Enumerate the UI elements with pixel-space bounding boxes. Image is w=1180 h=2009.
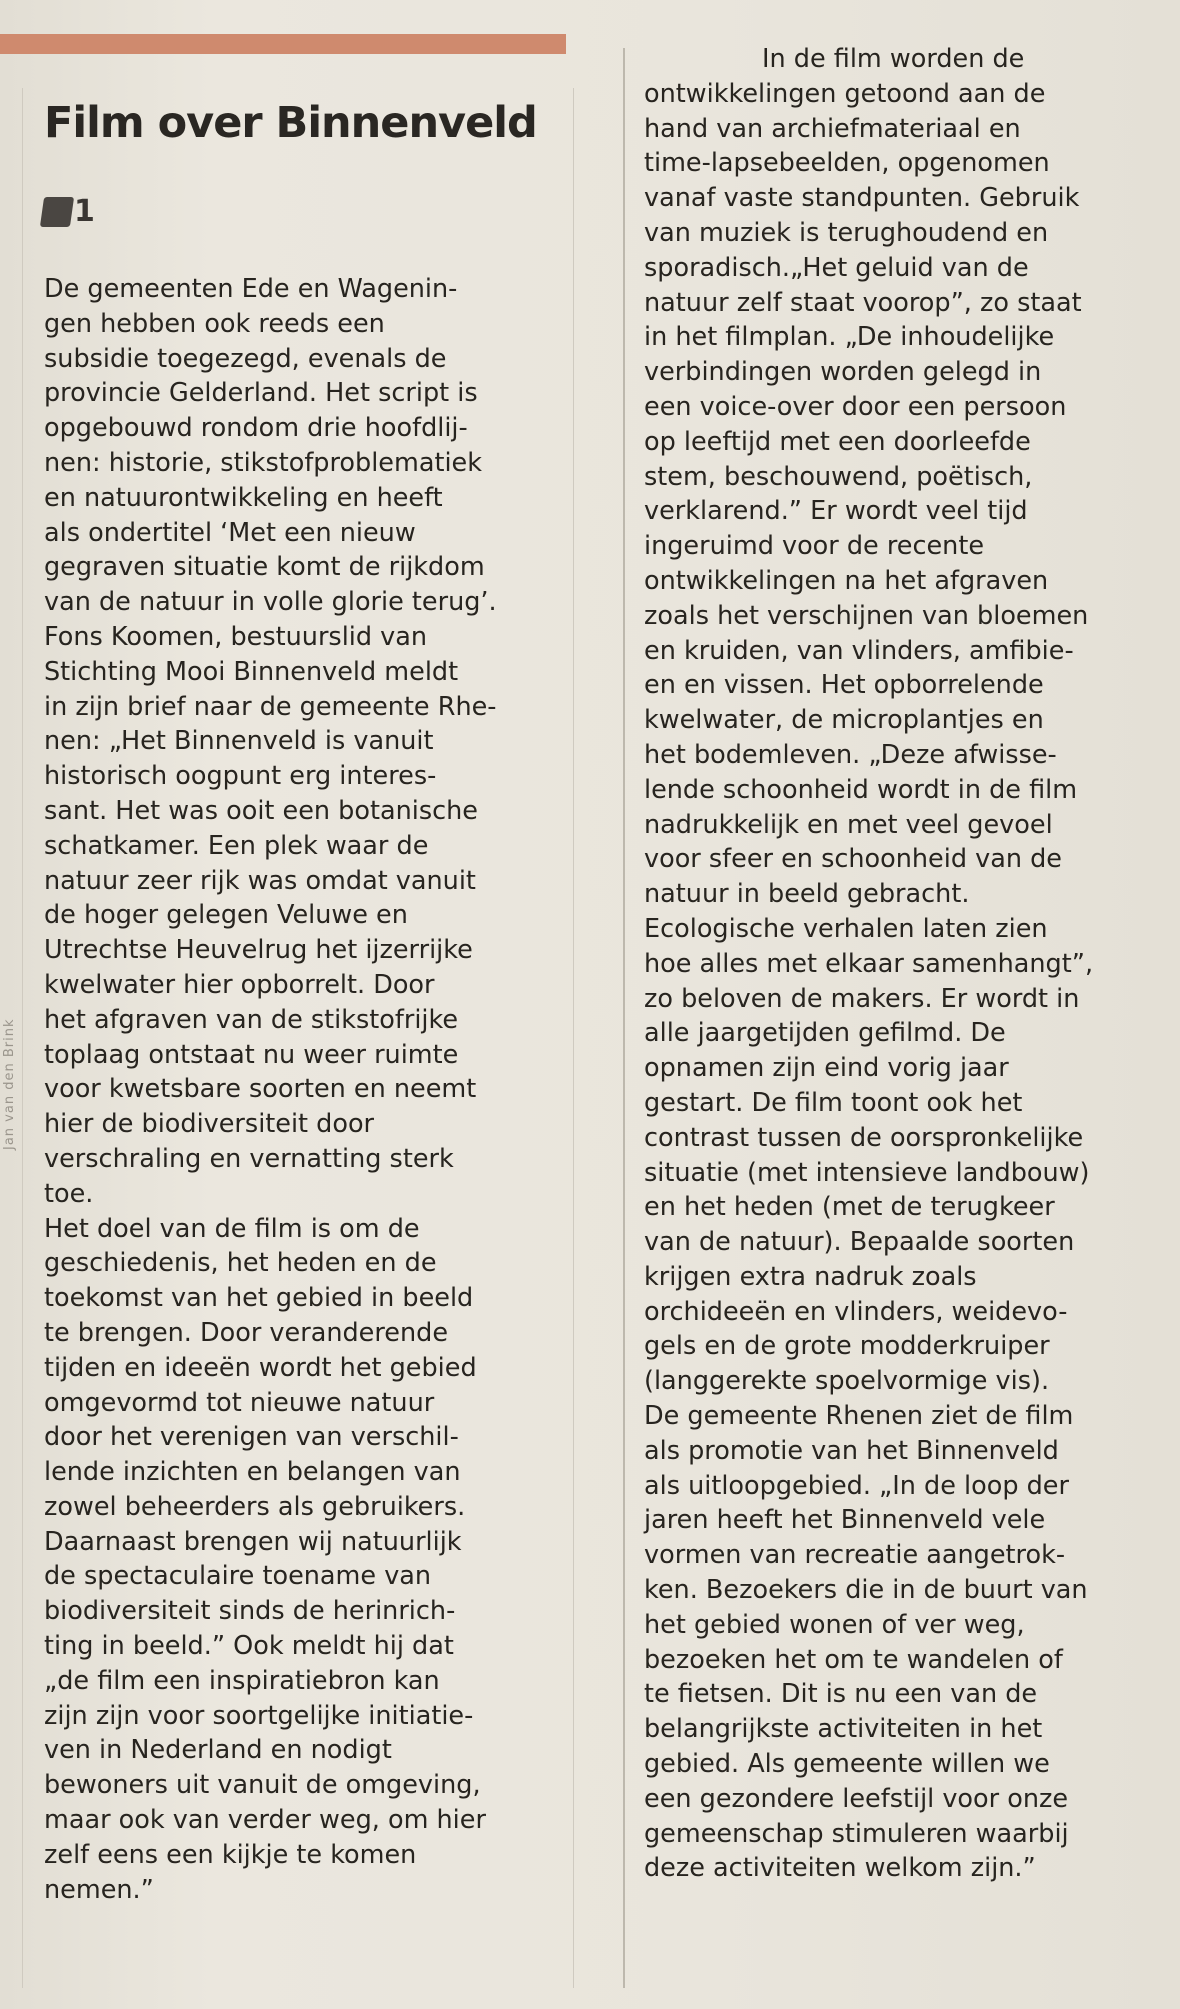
text-line: voor sfeer en schoonheid van de (644, 844, 1062, 875)
text-line: zo beloven de makers. Er wordt in (644, 983, 1080, 1014)
text-line: biodiversiteit sinds de herinrich- (44, 1596, 456, 1627)
text-line: het bodemleven. „Deze afwisse- (644, 739, 1057, 770)
text-line: „de film een inspiratiebron kan (44, 1665, 440, 1696)
text-line: geschiedenis, het heden en de (44, 1248, 437, 1279)
text-line: sant. Het was ooit een botanische (44, 795, 478, 826)
text-line: kwelwater, de microplantjes en (644, 705, 1044, 736)
text-line: situatie (met intensieve landbouw) (644, 1157, 1090, 1188)
text-line: als promotie van het Binnenveld (644, 1435, 1059, 1466)
text-line: gels en de grote modderkruiper (644, 1331, 1050, 1362)
text-line: tijden en ideeën wordt het gebied (44, 1352, 477, 1383)
text-line: toekomst van het gebied in beeld (44, 1283, 474, 1314)
text-line: in het filmplan. „De inhoudelijke (644, 322, 1055, 353)
text-line: het gebied wonen of ver weg, (644, 1609, 1025, 1640)
section-number: 1 (74, 194, 95, 229)
text-line: nemen.” (44, 1874, 154, 1905)
text-line: schatkamer. Een plek waar de (44, 830, 429, 861)
text-line: historisch oogpunt erg interes- (44, 761, 437, 792)
text-line: opgebouwd rondom drie hoofdlij- (44, 413, 468, 444)
text-line: ken. Bezoekers die in de buurt van (644, 1575, 1088, 1606)
text-line: van de natuur in volle glorie terug’. (44, 587, 497, 618)
text-line: hand van archiefmateriaal en (644, 113, 1021, 144)
text-line: gegraven situatie komt de rijkdom (44, 552, 485, 583)
text-line: van de natuur). Bepaalde soorten (644, 1227, 1075, 1258)
section-block-icon (40, 197, 74, 227)
text-line: het afgraven van de stikstofrijke (44, 1004, 459, 1035)
text-line: Het doel van de film is om de (44, 1213, 420, 1244)
text-line: toe. (44, 1178, 94, 1209)
text-line: Daarnaast brengen wij natuurlijk (44, 1526, 462, 1557)
article-headline: Film over Binnenveld (44, 98, 537, 148)
text-line: zijn zijn voor soortgelijke initiatie- (44, 1700, 474, 1731)
text-line: ting in beeld.” Ook meldt hij dat (44, 1631, 454, 1662)
text-line: verklarend.” Er wordt veel tijd (644, 496, 1028, 527)
text-line: provincie Gelderland. Het script is (44, 378, 478, 409)
text-line: omgevormd tot nieuwe natuur (44, 1387, 435, 1418)
text-line: ingeruimd voor de recente (644, 531, 985, 562)
text-line: deze activiteiten welkom zijn.” (644, 1853, 1036, 1884)
text-line: Utrechtse Heuvelrug het ijzerrijke (44, 935, 473, 966)
text-line: te fietsen. Dit is nu een van de (644, 1679, 1038, 1710)
text-line: De gemeente Rhenen ziet de film (644, 1401, 1074, 1432)
text-line: te brengen. Door veranderende (44, 1317, 449, 1348)
text-line: gen hebben ook reeds een (44, 308, 385, 339)
photo-credit: Jan van den Brink (2, 1018, 17, 1150)
text-line: vanaf vaste standpunten. Gebruik (644, 183, 1080, 214)
text-line: toplaag ontstaat nu weer ruimte (44, 1039, 459, 1070)
text-line: time-lapsebeelden, opgenomen (644, 148, 1050, 179)
text-line: alle jaargetijden gefilmd. De (644, 1018, 1006, 1049)
text-line: natuur zelf staat voorop”, zo staat (644, 287, 1082, 318)
text-line: maar ook van verder weg, om hier (44, 1805, 486, 1836)
text-line: lende schoonheid wordt in de film (644, 774, 1078, 805)
text-line: een voice-over door een persoon (644, 391, 1067, 422)
text-line: gestart. De film toont ook het (644, 1087, 1023, 1118)
column-inner-rule (573, 88, 574, 1988)
text-line: van muziek is terughoudend en (644, 217, 1049, 248)
text-line: als uitloopgebied. „In de loop der (644, 1470, 1069, 1501)
left-margin-rule (22, 88, 23, 1988)
text-line: een gezondere leefstijl voor onze (644, 1783, 1069, 1814)
text-line: en natuurontwikkeling en heeft (44, 482, 443, 513)
text-line: de hoger gelegen Veluwe en (44, 900, 408, 931)
text-line: ven in Nederland en nodigt (44, 1735, 392, 1766)
text-line: verschraling en vernatting sterk (44, 1143, 454, 1174)
text-line: opnamen zijn eind vorig jaar (644, 1053, 1009, 1084)
text-line: door het verenigen van verschil- (44, 1422, 459, 1453)
text-line: gemeenschap stimuleren waarbij (644, 1818, 1069, 1849)
text-line: bewoners uit vanuit de omgeving, (44, 1770, 481, 1801)
text-line: krijgen extra nadruk zoals (644, 1261, 977, 1292)
text-line: gebied. Als gemeente willen we (644, 1749, 1050, 1780)
text-line: (langgerekte spoelvormige vis). (644, 1366, 1050, 1397)
text-line: Ecologische verhalen laten zien (644, 913, 1048, 944)
text-line: contrast tussen de oorspronkelijke (644, 1122, 1084, 1153)
text-line: Stichting Mooi Binnenveld meldt (44, 656, 459, 687)
text-line: natuur zeer rijk was omdat vanuit (44, 865, 476, 896)
text-line: ontwikkelingen getoond aan de (644, 78, 1046, 109)
text-line: nadrukkelijk en met veel gevoel (644, 809, 1053, 840)
text-line: zelf eens een kijkje te komen (44, 1839, 417, 1870)
text-line: nen: historie, stikstofproblematiek (44, 447, 482, 478)
text-line: zoals het verschijnen van bloemen (644, 600, 1089, 631)
section-marker (42, 194, 95, 229)
column-divider (623, 48, 625, 1988)
text-line: nen: „Het Binnenveld is vanuit (44, 726, 434, 757)
text-line: in zijn brief naar de gemeente Rhe- (44, 691, 497, 722)
article-column-right (644, 42, 1093, 1886)
text-line: lende inzichten en belangen van (44, 1457, 461, 1488)
text-line: orchideeën en vlinders, weidevo- (644, 1296, 1068, 1327)
section-accent-bar (0, 34, 566, 54)
text-line: zowel beheerders als gebruikers. (44, 1491, 466, 1522)
text-line: stem, beschouwend, poëtisch, (644, 461, 1033, 492)
text-line: kwelwater hier opborrelt. Door (44, 969, 435, 1000)
text-line: jaren heeft het Binnenveld vele (644, 1505, 1046, 1536)
text-line: belangrijkste activiteiten in het (644, 1714, 1043, 1745)
text-line: sporadisch.„Het geluid van de (644, 252, 1029, 283)
text-line: als ondertitel ‘Met een nieuw (44, 517, 416, 548)
text-line: hier de biodiversiteit door (44, 1109, 375, 1140)
text-line: natuur in beeld gebracht. (644, 879, 970, 910)
text-line: de spectaculaire toename van (44, 1561, 432, 1592)
text-line: vormen van recreatie aangetrok- (644, 1540, 1066, 1571)
text-line: De gemeenten Ede en Wagenin- (44, 274, 458, 304)
text-line: en en vissen. Het opborrelende (644, 670, 1044, 701)
text-line: voor kwetsbare soorten en neemt (44, 1074, 477, 1105)
article-column-left (44, 272, 497, 1907)
text-line: bezoeken het om te wandelen of (644, 1644, 1063, 1675)
text-line: verbindingen worden gelegd in (644, 357, 1042, 388)
text-line: ontwikkelingen na het afgraven (644, 565, 1049, 596)
text-line: In de film worden de (762, 44, 1025, 74)
text-line: Fons Koomen, bestuurslid van (44, 621, 428, 652)
text-line: subsidie toegezegd, evenals de (44, 343, 447, 374)
text-line: hoe alles met elkaar samenhangt”, (644, 948, 1094, 979)
text-line: en het heden (met de terugkeer (644, 1192, 1055, 1223)
text-line: en kruiden, van vlinders, amfibie- (644, 635, 1074, 666)
text-line: op leeftijd met een doorleefde (644, 426, 1031, 457)
